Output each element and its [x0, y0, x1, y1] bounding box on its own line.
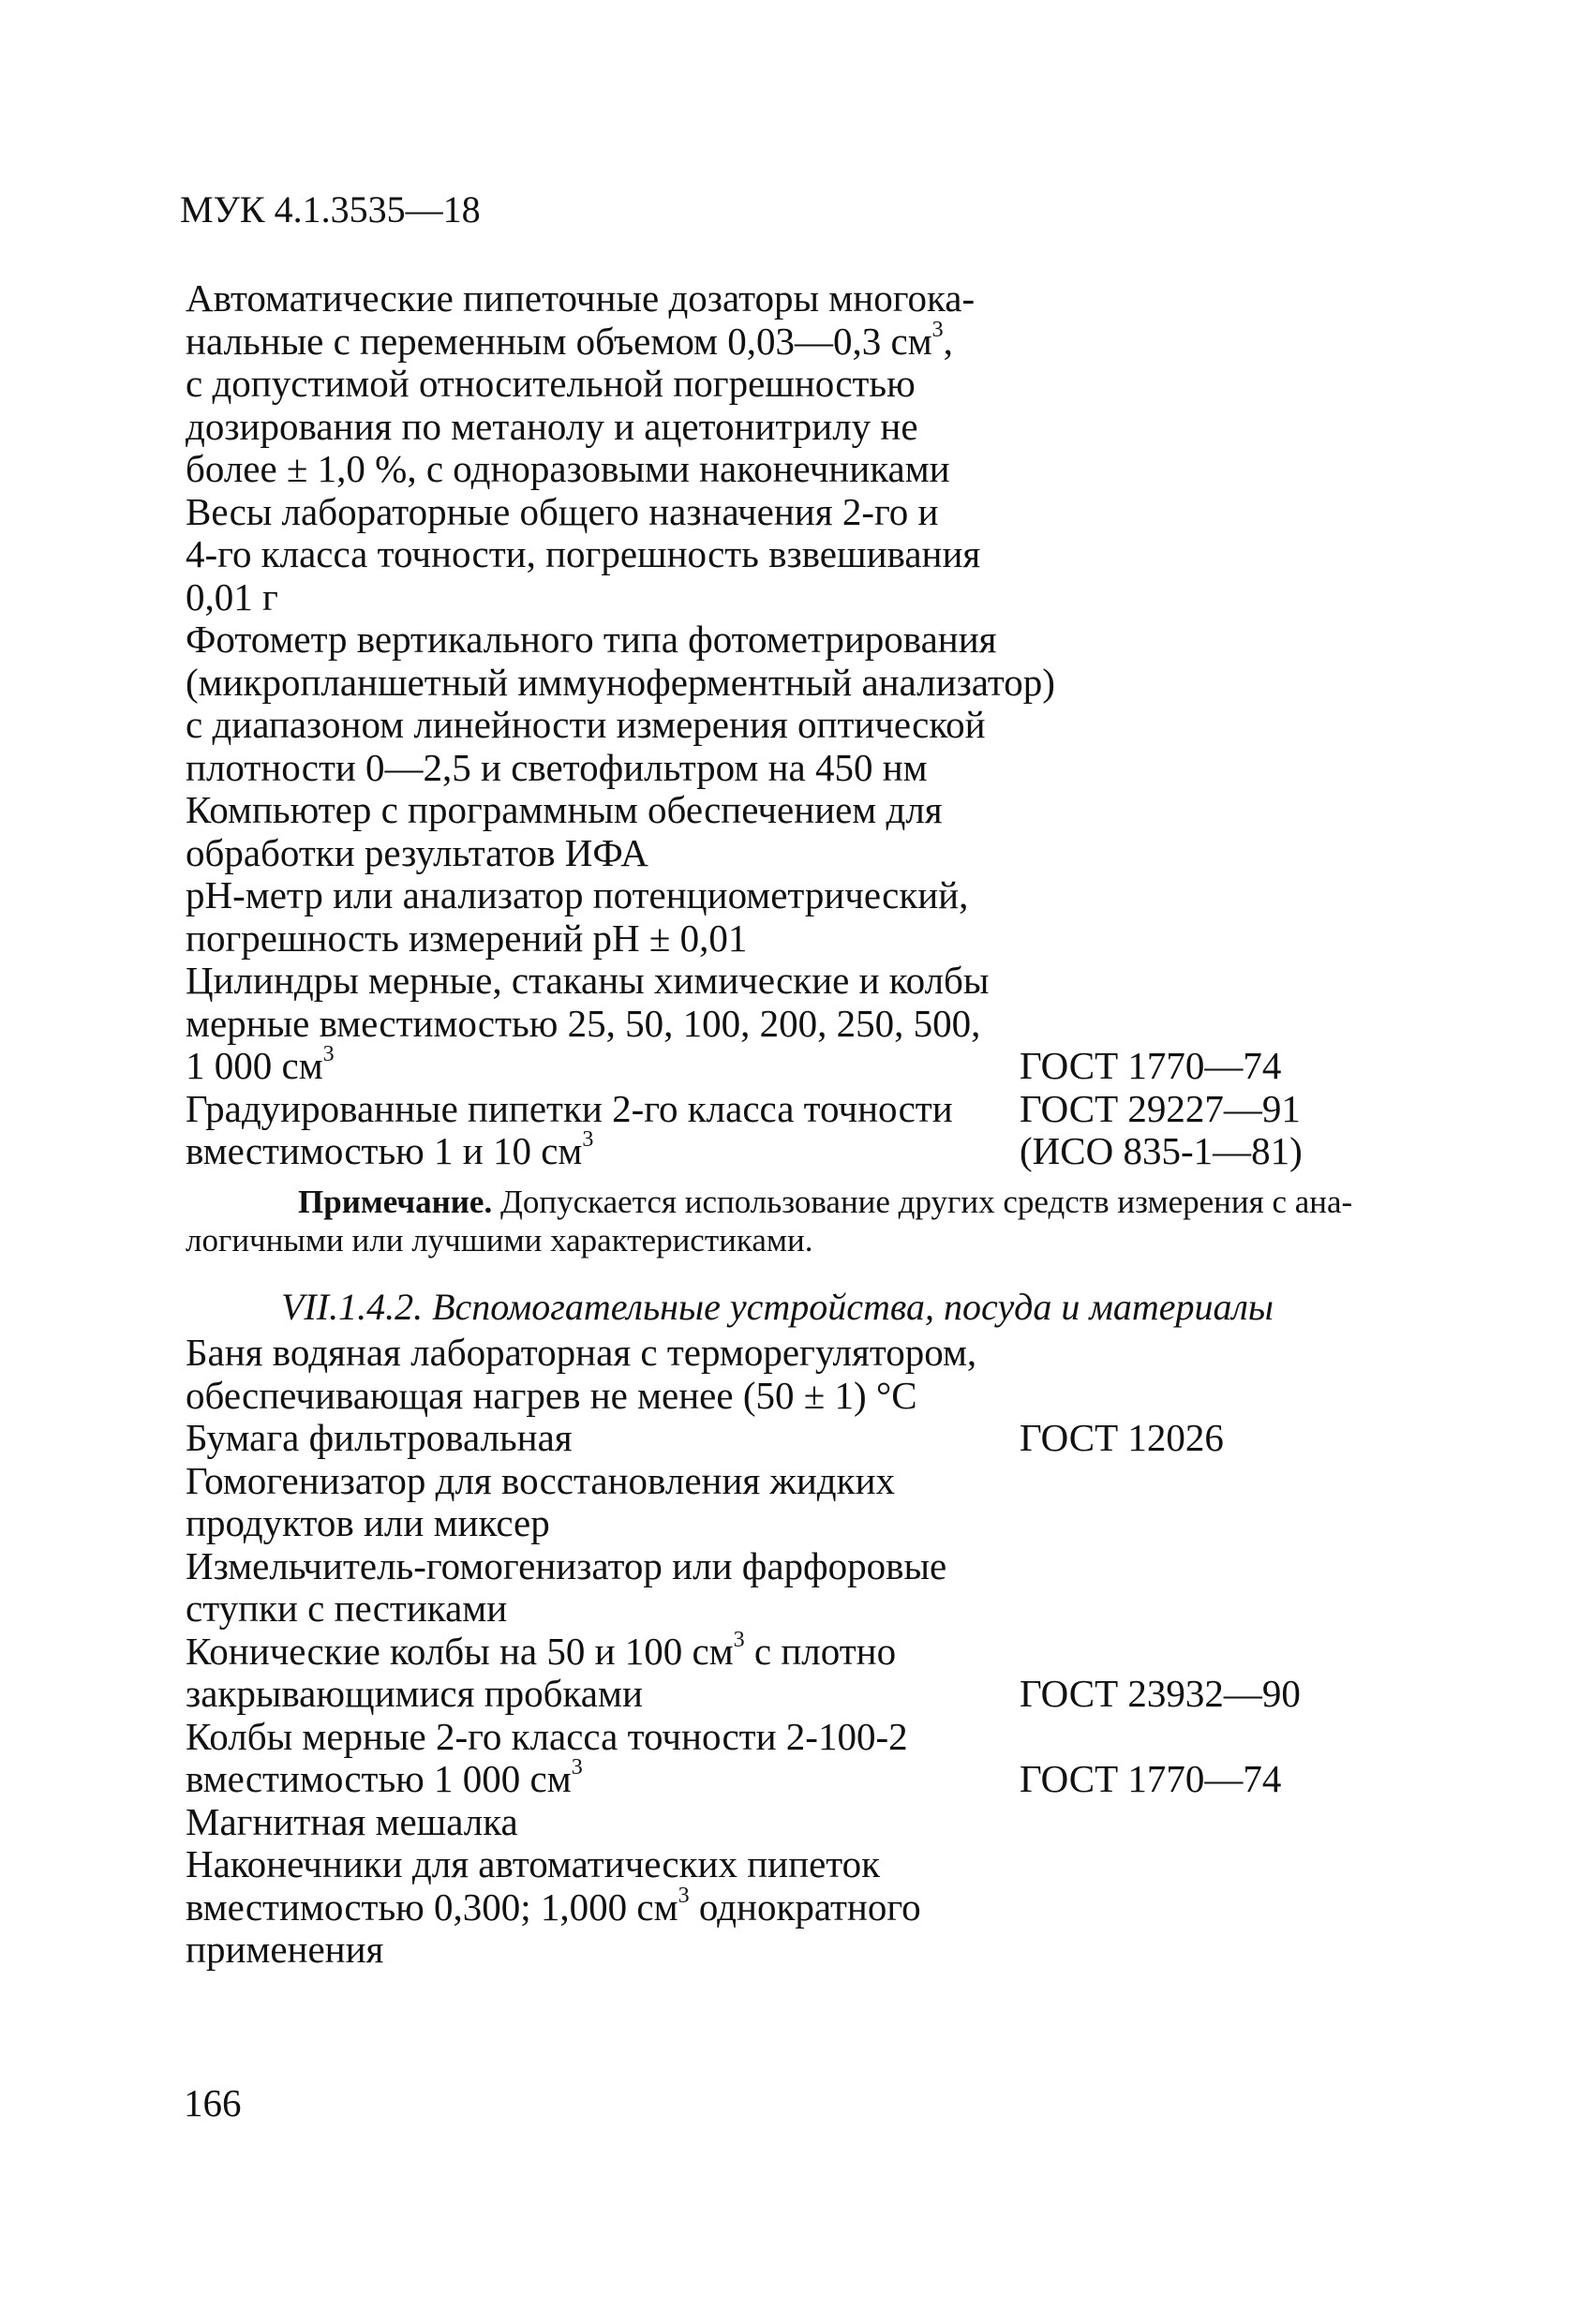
- standard-reference: ГОСТ 23932—90: [1020, 1672, 1301, 1715]
- auxiliary-item-line: ступки с пестиками: [186, 1587, 508, 1630]
- instrument-item: [186, 789, 1055, 874]
- auxiliary-item-line: Гомогенизатор для восстановления жидких: [186, 1458, 896, 1502]
- standard-reference: ГОСТ 1770—74: [1020, 1044, 1282, 1087]
- auxiliary-item: [186, 1843, 976, 1972]
- auxiliary-item: [186, 1416, 1224, 1460]
- instrument-item-line: Цилиндры мерные, стаканы химические и колбы: [186, 959, 990, 1002]
- auxiliary-item-line: Колбы мерные 2-го класса точности 2-100-2: [186, 1714, 908, 1758]
- instrument-item: [186, 491, 1055, 619]
- auxiliary-item: [186, 1714, 1282, 1801]
- note-label: Примечание.: [298, 1184, 493, 1220]
- instrument-item-line: с диапазоном линейности измерения оптической: [186, 703, 986, 746]
- auxiliary-item-line: Магнитная мешалка: [186, 1799, 518, 1843]
- instrument-item: [186, 277, 1055, 491]
- instruments-list: [186, 276, 1303, 1173]
- instrument-item-line: (микропланшетный иммуноферментный анализатор): [186, 660, 1055, 704]
- instrument-item-line: погрешность измерений pH ± 0,01: [186, 916, 748, 960]
- standard-reference: (ИСО 835-1—81): [1020, 1129, 1303, 1172]
- instrument-item-line: 4-го класса точности, погрешность взвешивания: [186, 532, 981, 575]
- auxiliary-item-line: закрывающимися пробками: [186, 1672, 643, 1715]
- auxiliary-item-line: продуктов или миксер: [186, 1501, 550, 1544]
- instrument-item-line: Автоматические пипеточные дозаторы многока-: [186, 276, 976, 320]
- auxiliary-item-line: Баня водяная лабораторная с терморегулятором,: [186, 1331, 977, 1374]
- instrument-item-line: 1 000 $см^3$: [186, 1042, 335, 1087]
- instrument-item-line: Фотометр вертикального типа фотометрирования: [186, 618, 997, 661]
- auxiliary-item-line: обеспечивающая нагрев не менее (50 ± 1) °С: [186, 1373, 917, 1417]
- standard-reference: ГОСТ 29227—91: [1020, 1086, 1301, 1130]
- note-text-line-1: Допускается использование других средств измерения с ана-: [499, 1184, 1353, 1220]
- instrument-item-line: 0,01 г: [186, 574, 278, 618]
- instrument-item: [186, 618, 1055, 789]
- section-subheading: VII.1.4.2. Вспомогательные устройства, посуда и материалы: [281, 1286, 1274, 1328]
- document-code: МУК 4.1.3535—18: [180, 188, 481, 231]
- instrument-item-line: дозирования по метанолу и ацетонитрилу не: [186, 404, 918, 448]
- instrument-item-line: с допустимой относительной погрешностью: [186, 362, 916, 405]
- instrument-item-line: более ± 1,0 %, с одноразовыми наконечниками: [186, 447, 950, 490]
- auxiliary-item-line: Бумага фильтровальная: [186, 1416, 573, 1459]
- instrument-item: [186, 1086, 1303, 1173]
- instrument-item-line: Компьютер с программным обеспечением для: [186, 788, 943, 831]
- note-paragraph: [186, 1183, 1404, 1259]
- auxiliary-list: [186, 1331, 1301, 1972]
- instrument-item-line: вместимостью 1 и 10 $см^3$: [186, 1127, 594, 1172]
- instrument-item-line: pH-метр или анализатор потенциометрический,: [186, 873, 969, 916]
- instrument-item-line: плотности 0—2,5 и светофильтром на 450 нм: [186, 745, 928, 789]
- standard-reference: ГОСТ 12026: [1020, 1416, 1224, 1459]
- auxiliary-item: [186, 1801, 976, 1844]
- standard-reference: ГОСТ 1770—74: [1020, 1757, 1282, 1800]
- note-text-line-2: логичными или лучшими характеристиками.: [186, 1222, 813, 1259]
- auxiliary-item-line: вместимостью 1 000 $см^3$: [186, 1755, 583, 1800]
- page-number: 166: [184, 2081, 242, 2124]
- auxiliary-item-line: вместимостью 0,300; 1,000 $см^3$ однократного: [186, 1883, 921, 1929]
- instrument-item-line: обработки результатов ИФА: [186, 830, 648, 874]
- instrument-item: [186, 959, 1282, 1088]
- instrument-item: [186, 874, 1055, 960]
- instrument-item-line: Весы лабораторные общего назначения 2-го и: [186, 489, 939, 533]
- instrument-item-line: мерные вместимостью 25, 50, 100, 200, 250, 500,: [186, 1001, 981, 1045]
- auxiliary-item: [186, 1332, 976, 1417]
- auxiliary-item-line: Измельчитель-гомогенизатор или фарфоровые: [186, 1543, 947, 1587]
- instrument-item-line: Градуированные пипетки 2-го класса точности: [186, 1086, 953, 1130]
- auxiliary-item-line: Конические колбы на 50 и 100 $см^3$ с плотно: [186, 1627, 897, 1673]
- auxiliary-item: [186, 1545, 976, 1631]
- auxiliary-item: [186, 1460, 976, 1545]
- auxiliary-item-line: применения: [186, 1928, 384, 1971]
- auxiliary-item: [186, 1627, 1301, 1716]
- instrument-item-line: нальные с переменным объемом 0,03—0,3 $см^3$,: [186, 317, 953, 363]
- auxiliary-item-line: Наконечники для автоматических пипеток: [186, 1842, 881, 1885]
